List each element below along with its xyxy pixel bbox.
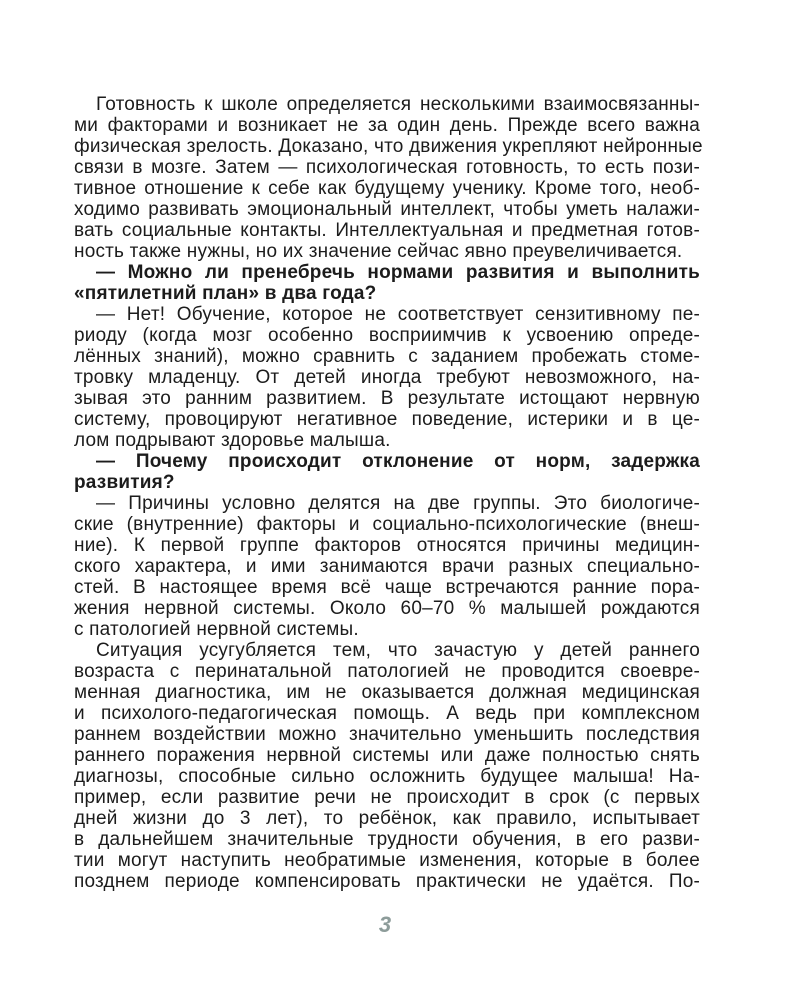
text-line: Ситуация усугубляется тем, что зачастую у детей раннего [96,640,700,661]
text-line: — Нет! Обучение, которое не соответствует сензитивному пе- [96,304,700,325]
question-heading: «пятилетний план» в два года? [74,283,377,304]
text-line: систему, провоцируют негативное поведение, истерики и в це- [74,409,700,430]
text-line: стей. В настоящее время всё чаще встречаются ранние пора- [74,577,700,598]
text-line: менная диагностика, им не оказывается должная медицинская [74,682,700,703]
text-line: ского характера, и ими занимаются врачи разных специально- [74,556,700,577]
text-line: — Причины условно делятся на две группы. Это биологиче- [96,493,700,514]
text-line: ские (внутренние) факторы и социально-психологические (внеш- [74,514,700,535]
text-line: раннем воздействии можно значительно уменьшить последствия [74,724,700,745]
text-line: риоду (когда мозг особенно восприимчив к усвоению опреде- [74,325,700,346]
text-line: ходимо развивать эмоциональный интеллект, чтобы уметь налажи- [74,199,700,220]
page-number: 3 [378,912,392,937]
text-line: связи в мозге. Затем — психологическая готовность, то есть пози- [74,157,700,178]
text-line: и психолого-педагогическая помощь. А ведь при комплексном [74,703,700,724]
text-line: возраста с перинатальной патологией не проводится своевре- [74,661,700,682]
text-line: вать социальные контакты. Интеллектуальная и предметная готов- [74,220,700,241]
text-line: дней жизни до 3 лет), то ребёнок, как правило, испытывает [74,808,700,829]
text-line: лённых знаний), можно сравнить с заданием пробежать стоме- [74,346,700,367]
text-line: раннего поражения нервной системы или даже полностью снять [74,745,700,766]
question-heading: развития? [74,472,175,493]
text-line: лом подрывают здоровье малыша. [74,430,391,451]
text-line: пример, если развитие речи не происходит в срок (с первых [74,787,700,808]
text-line: Готовность к школе определяется несколькими взаимосвязанны- [96,94,700,115]
question-heading: — Почему происходит отклонение от норм, задержка [96,451,700,472]
text-line: с патологией нервной системы. [74,619,359,640]
text-line: в дальнейшем значительные трудности обучения, в его разви- [74,829,700,850]
text-line: позднем периоде компенсировать практически не удаётся. По- [74,871,700,892]
text-line: ние). К первой группе факторов относятся причины медицин- [74,535,700,556]
text-line: ми факторами и возникает не за один день. Прежде всего важна [74,115,700,136]
text-line: жения нервной системы. Около 60–70 % малышей рождаются [74,598,700,619]
text-line: ность также нужны, но их значение сейчас явно преувеличивается. [74,241,683,262]
text-line: тивное отношение к себе как будущему ученику. Кроме того, необ- [74,178,700,199]
text-line: тровку младенцу. От детей иногда требуют невозможного, на- [74,367,700,388]
text-line: зывая это ранним развитием. В результате истощают нервную [74,388,700,409]
text-line: диагнозы, способные сильно осложнить будущее малыша! На- [74,766,700,787]
question-heading: — Можно ли пренебречь нормами развития и выполнить [96,262,700,283]
text-line: физическая зрелость. Доказано, что движения укрепляют нейронные [74,136,703,157]
text-line: тии могут наступить необратимые изменения, которые в более [74,850,700,871]
